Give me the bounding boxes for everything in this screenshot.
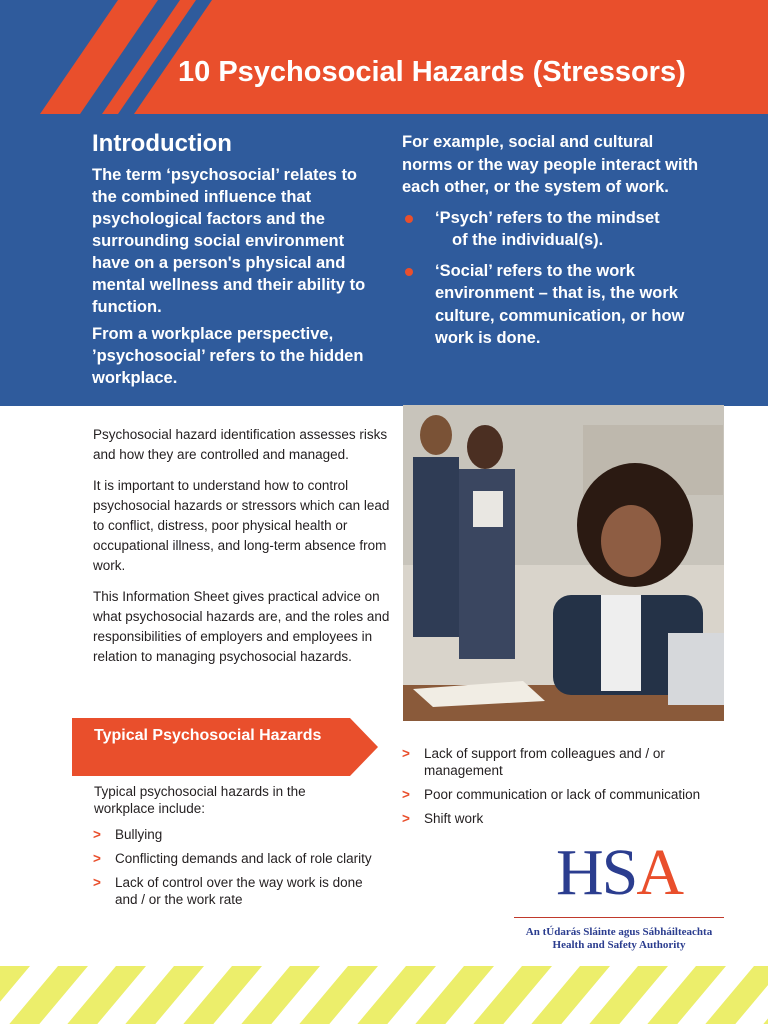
introduction-section (92, 130, 382, 394)
logo-divider (514, 917, 724, 918)
hazard-text: Lack of control over the way work is done and / or the work rate (115, 875, 363, 907)
logo-letters-main: HS (555, 836, 637, 909)
hazard-text: Poor communication or lack of communication (424, 787, 701, 802)
hazard-stripe-footer (0, 966, 768, 1024)
definition-item-psych (402, 207, 702, 252)
chevron-right-icon: > (402, 746, 410, 761)
body-paragraph: It is important to understand how to control psychosocial hazards or stressors which can lead to conflict, distress, poor physical health or occupational illness, and long-term absence from work. (93, 478, 390, 573)
body-text (93, 425, 393, 678)
introduction-heading: Introduction (92, 130, 232, 157)
logo-irish-name: An tÚdarás Sláinte agus Sábháilteachta (525, 926, 713, 938)
hazards-list-left (93, 826, 373, 915)
hazard-text: Bullying (115, 827, 163, 842)
logo-english-name: Health and Safety Authority (552, 939, 686, 951)
hazard-text: Shift work (424, 811, 484, 826)
hazards-intro-text: Typical psychosocial hazards in the workplace include: (94, 784, 306, 816)
examples-paragraph: For example, social and cultural norms or the way people interact with each other, or the system of work. (402, 133, 699, 196)
chevron-right-icon: > (93, 827, 101, 842)
body-paragraph: This Information Sheet gives practical advice on what psychosocial hazards are, and the roles and responsibilities of employers and employees in relation to managing psychosocial hazards. (93, 589, 390, 664)
definition-text: ‘Social’ refers to the work environment – that is, the work culture, communication, or how work is done. (435, 261, 685, 347)
definition-item-social (402, 260, 702, 350)
logo-letter-accent: A (636, 836, 683, 909)
hazard-item (93, 826, 373, 843)
hazard-item (93, 850, 373, 867)
hazard-item (93, 874, 373, 908)
hsa-logo (514, 836, 724, 955)
definition-list (402, 207, 702, 350)
hazard-item (402, 745, 712, 779)
chevron-right-icon: > (402, 787, 410, 802)
chevron-right-icon: > (93, 875, 101, 890)
chevron-right-icon: > (402, 811, 410, 826)
hazard-item (402, 786, 712, 803)
intro-paragraph: From a workplace perspective, ’psychosocial’ refers to the hidden workplace. (92, 325, 364, 387)
chevron-right-icon: > (93, 851, 101, 866)
hazard-text: Conflicting demands and lack of role clarity (115, 851, 372, 866)
hazard-text: Lack of support from colleagues and / or management (424, 746, 665, 778)
typical-hazards-heading: Typical Psychosocial Hazards (94, 727, 322, 744)
page-title: 10 Psychosocial Hazards (Stressors) (178, 56, 686, 88)
definition-text: ‘Psych’ refers to the mindset (435, 208, 660, 227)
bullet-dot-icon (405, 268, 413, 276)
hsa-logo-mark (514, 836, 724, 910)
definition-text-continued: of the individual(s). (452, 231, 604, 249)
bullet-dot-icon (405, 215, 413, 223)
stressed-worker-photo (403, 405, 724, 721)
hazard-item (402, 810, 712, 827)
hazards-list-right (402, 745, 712, 834)
intro-paragraph: The term ‘psychosocial’ relates to the combined influence that psychological factors and the surrounding social environment have on a person's physical and mental wellness and their ability to function. (92, 166, 366, 316)
intro-examples (402, 131, 702, 358)
body-paragraph: Psychosocial hazard identification assesses risks and how they are controlled and managed. (93, 427, 388, 462)
